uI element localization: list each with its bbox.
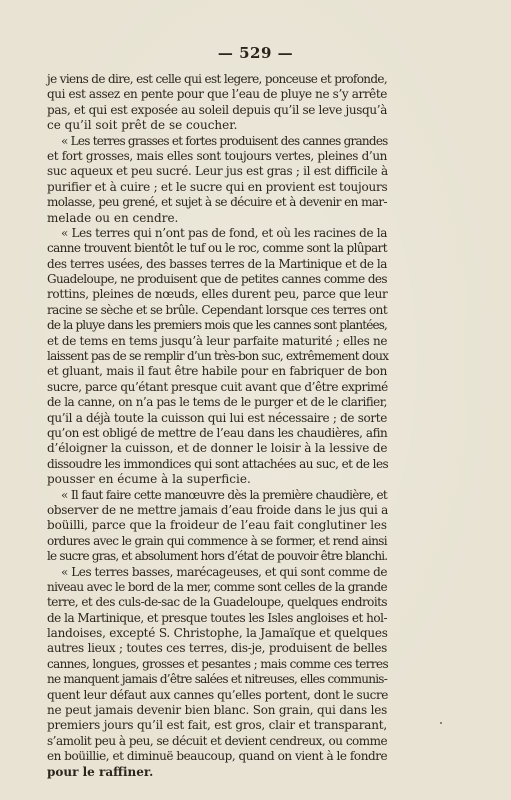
text-line: Guadeloupe, ne produisent que de petites cannes comme des <box>47 272 387 287</box>
text-line: le sucre gras, et absolument hors d’état de pouvoir être blanchi. <box>47 549 388 564</box>
text-line: pour le raffiner. <box>47 764 154 779</box>
text-line: dissoudre les immondices qui sont attachées au suc, et de les <box>47 456 389 471</box>
text-line: et gluant, mais il faut être habile pour en fabriquer de bon <box>47 364 387 379</box>
text-line: boüilli, parce que la froideur de l’eau fait conglutiner les <box>47 518 387 533</box>
text-line: de la pluye dans les premiers mois que les cannes sont plantées, <box>47 318 387 333</box>
text-line: « Il faut faire cette manœuvre dès la première chaudière, et <box>61 487 387 502</box>
page-number: — 529 — <box>217 44 294 62</box>
text-line: observer de ne mettre jamais d’eau froide dans le jus qui a <box>47 502 388 517</box>
text-line: « Les terres qui n’ont pas de fond, et où les racines de la <box>61 225 387 240</box>
text-line: ce qu’il soit prêt de se coucher. <box>47 118 238 133</box>
text-line: melade ou en cendre. <box>47 210 179 225</box>
text-line: des terres usées, des basses terres de la Martinique et de la <box>47 256 387 271</box>
text-line: je viens de dire, est celle qui est legere, ponceuse et profonde, <box>47 72 387 86</box>
text-line: racine se sèche et se brûle. Cependant lorsque ces terres ont <box>47 302 388 317</box>
text-line: et de tems en tems jusqu’à leur parfaite maturité ; elles ne <box>47 333 388 348</box>
text-line: molasse, peu grené, et sujet à se décuire et à devenir en mar- <box>47 195 387 210</box>
text-line: pousser en écume à la superficie. <box>47 472 251 487</box>
text-line: laissent pas de se remplir d’un très-bon suc, extrêmement doux <box>47 349 389 364</box>
text-line: d’éloigner la cuisson, et de donner le loisir à la lessive de <box>47 441 388 456</box>
ink-speck <box>440 722 442 724</box>
text-line: de la Martinique, et presque toutes les Isles angloises et hol- <box>47 610 387 625</box>
text-line: ne peut jamais devenir bien blanc. Son grain, qui dans les <box>47 703 387 718</box>
text-line: s’amolit peu à peu, se décuit et devient cendreux, ou comme <box>47 733 388 748</box>
text-line: qu’il a déjà toute la cuisson qui lui est nécessaire ; de sorte <box>47 410 387 425</box>
text-line: landoises, excepté S. Christophe, la Jamaïque et quelques <box>47 626 388 641</box>
text-line: sucre, parce qu’étant presque cuit avant que d’être exprimé <box>47 379 388 394</box>
text-line: suc aqueux et peu sucré. Leur jus est gras ; il est difficile à <box>47 164 388 179</box>
text-line: « Les terres grasses et fortes produisent des cannes grandes <box>61 133 388 148</box>
text-line: qu’on est obligé de mettre de l’eau dans les chaudières, afin <box>47 425 388 440</box>
text-line: terre, et des culs-de-sac de la Guadeloupe, quelques endroits <box>47 595 387 610</box>
text-line: en boüillie, et diminuë beaucoup, quand on vient à le fondre <box>47 749 388 764</box>
text-line: canne trouvent bientôt le tuf ou le roc, comme sont la plûpart <box>47 241 387 256</box>
text-line: rottins, pleines de nœuds, elles durent peu, parce que leur <box>47 287 388 302</box>
text-line: et fort grosses, mais elles sont toujours vertes, pleines d’un <box>47 148 387 163</box>
text-line: qui est assez en pente pour que l’eau de pluye ne s’y arrête <box>47 87 387 102</box>
text-line: cannes, longues, grosses et pesantes ; mais comme ces terres <box>47 656 389 671</box>
text-line: ne manquent jamais d’être salées et nitreuses, elles communis- <box>47 672 387 687</box>
text-line: « Les terres basses, marécageuses, et qui sont comme de <box>61 564 387 579</box>
text-line: autres lieux ; toutes ces terres, dis-je, produisent de belles <box>47 641 387 656</box>
text-line: ordures avec le grain qui commence à se former, et rend ainsi <box>47 533 387 548</box>
text-line: niveau avec le bord de la mer, comme sont celles de la grande <box>47 579 387 594</box>
text-line: pas, et qui est exposée au soleil depuis qu’il se leve jusqu’à <box>47 102 387 117</box>
text-line: purifier et à cuire ; et le sucre qui en provient est toujours <box>47 179 388 194</box>
text-line: de la canne, on n’a pas le tems de le purger et de le clarifier, <box>47 395 387 410</box>
body-text <box>47 72 387 780</box>
text-line: premiers jours qu’il est fait, est gros, clair et transparant, <box>47 718 387 733</box>
text-line: quent leur défaut aux cannes qu’elles portent, dont le sucre <box>47 687 389 702</box>
